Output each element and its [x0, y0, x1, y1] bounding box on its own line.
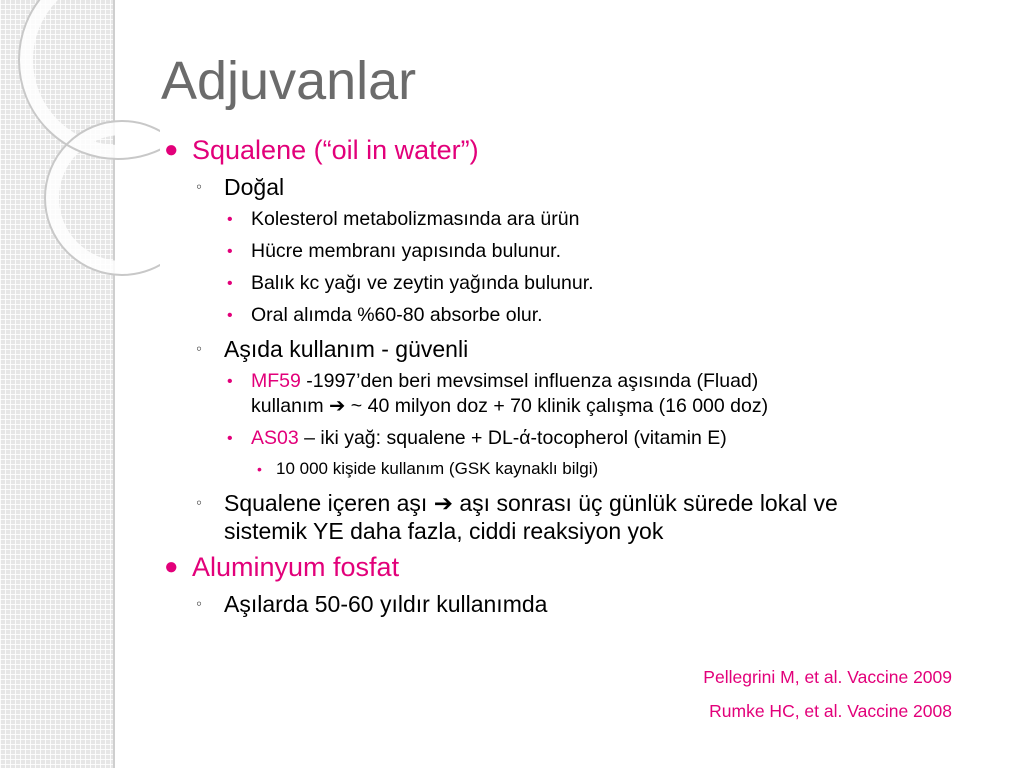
- bullet-tiny-icon: •: [257, 461, 262, 477]
- bullet-small-icon: •: [227, 307, 233, 324]
- reference-rumke: Rumke HC, et al. Vaccine 2008: [709, 701, 952, 721]
- bullet-ring-icon: ◦: [196, 594, 203, 613]
- bullet-small-icon: •: [227, 243, 233, 260]
- bullet-aluminyum: ● Aluminyum fosfat: [164, 552, 400, 582]
- bullet-squalene: ● Squalene (“oil in water”): [164, 135, 479, 165]
- bullet-squalene-iceren: ◦ Squalene içeren aşı ➔ aşı sonrası üç günlük sürede lokal ve sistemik YE daha fazla, ciddi reaksiyon yok: [196, 490, 838, 544]
- bullet-small-icon: •: [227, 275, 233, 292]
- bullet-dot-icon: ●: [164, 553, 179, 580]
- bullet-as03: • AS03 – iki yağ: squalene + DL-ά-tocopherol (vitamin E): [227, 427, 727, 449]
- bullet-small-icon: •: [227, 430, 233, 447]
- bullet-asida: ◦ Aşıda kullanım - güvenli: [196, 336, 469, 362]
- bullet-mf59: • MF59 -1997’den beri mevsimsel influenza aşısında (Fluad) kullanım ➔ ~ 40 milyon doz + 70 klinik çalışma (16 000 doz): [227, 370, 769, 417]
- bullet-dot-icon: ●: [164, 136, 179, 163]
- bullet-kolesterol: • Kolesterol metabolizmasında ara ürün: [227, 208, 580, 230]
- decorative-rings: [0, 0, 160, 768]
- bullet-gsk: • 10 000 kişide kullanım (GSK kaynaklı bilgi): [257, 459, 599, 478]
- bullet-ring-icon: ◦: [196, 339, 203, 358]
- bullet-small-icon: •: [227, 211, 233, 228]
- mf59-label: MF59: [251, 370, 301, 392]
- bullet-small-icon: •: [227, 373, 233, 390]
- references: [703, 666, 952, 734]
- bullet-ring-icon: ◦: [196, 177, 203, 196]
- slide-title: Adjuvanlar: [161, 51, 417, 111]
- bullet-oral: • Oral alımda %60-80 absorbe olur.: [227, 304, 543, 326]
- arrow-right-icon: ➔: [329, 395, 346, 417]
- slide-content: [160, 134, 1000, 624]
- bullet-hucre: • Hücre membranı yapısında bulunur.: [227, 240, 562, 262]
- reference-pellegrini: Pellegrini M, et al. Vaccine 2009: [703, 667, 952, 687]
- as03-label: AS03: [251, 427, 299, 449]
- bullet-asilarda: ◦ Aşılarda 50-60 yıldır kullanımda: [196, 591, 548, 617]
- arrow-right-icon: ➔: [433, 490, 453, 516]
- bullet-ring-icon: ◦: [196, 493, 203, 512]
- bullet-dogal: ◦ Doğal: [196, 174, 285, 200]
- bullet-balik: • Balık kc yağı ve zeytin yağında bulunur.: [227, 272, 594, 294]
